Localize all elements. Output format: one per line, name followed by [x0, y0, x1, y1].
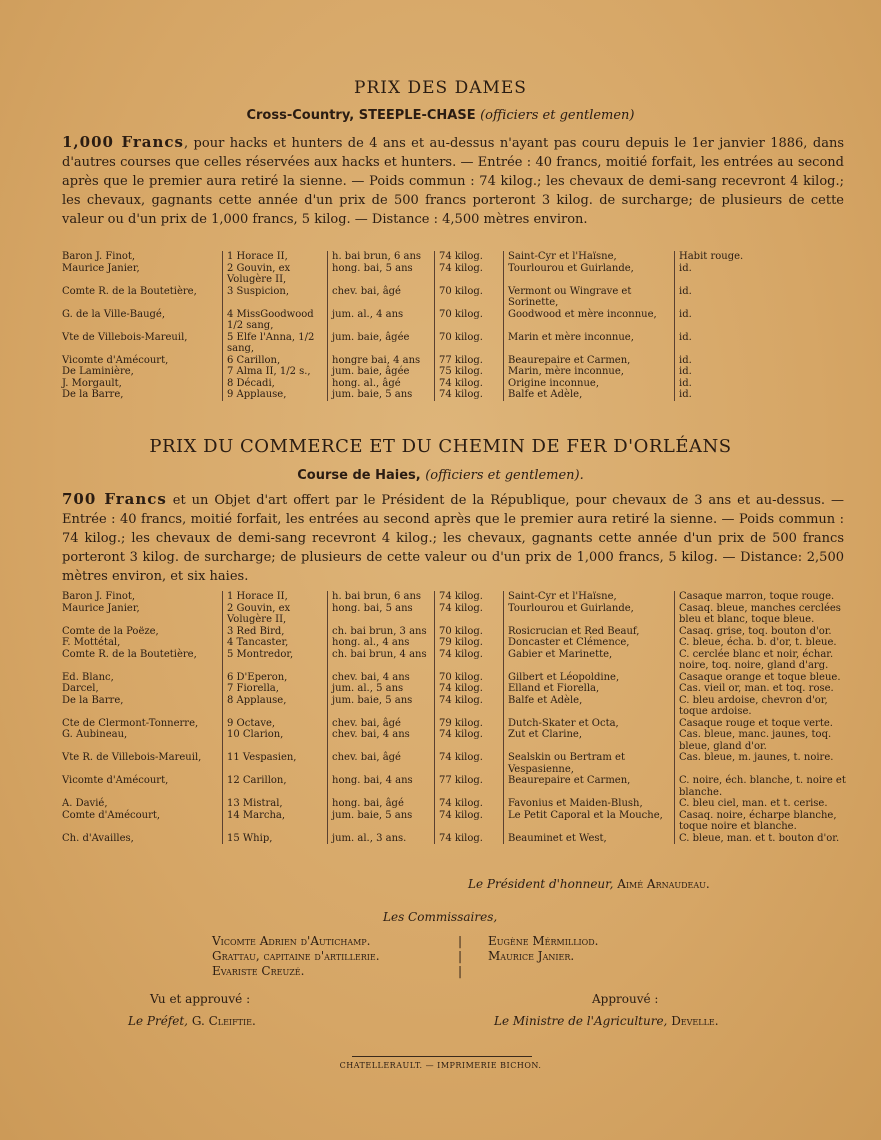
entry-weight: 74 kilog.: [435, 251, 504, 263]
entry-owner: De la Barre,: [62, 389, 124, 400]
race1-title: PRIX DES DAMES: [354, 78, 527, 98]
entry-horse: 4 Tancaster,: [223, 637, 328, 649]
president-name: Aimé Arnaudeau.: [617, 877, 710, 891]
entry-weight: 74 kilog.: [435, 263, 504, 286]
entry-colors: id.: [675, 389, 850, 401]
entry-owner: De la Barre,: [62, 694, 124, 706]
printer-rule: [352, 1056, 532, 1057]
table-row: [62, 810, 849, 833]
entry-owner: G. Aubineau,: [62, 729, 128, 740]
entry-weight: 74 kilog.: [435, 798, 504, 810]
entry-colors: C. bleu ardoise, chevron d'or, toque ardoise.: [675, 695, 850, 718]
table-row: [62, 683, 849, 695]
prefet-approval-label: Vu et approuvé :: [150, 992, 251, 1006]
table-row: [62, 309, 849, 332]
race1-conditions: [62, 133, 844, 229]
entry-desc: chev. bai, âgé: [328, 286, 435, 309]
entry-pedigree: Tourlourou et Guirlande,: [504, 603, 675, 626]
table-row: [62, 775, 849, 798]
entry-pedigree: Marin et mère inconnue,: [504, 332, 675, 355]
entry-horse: 14 Marcha,: [223, 810, 328, 833]
entry-colors: Habit rouge.: [675, 251, 850, 263]
entry-owner: Baron J. Finot,: [62, 251, 136, 262]
entry-weight: 74 kilog.: [435, 649, 504, 672]
entry-horse: 7 Fiorella,: [223, 683, 328, 695]
race2-prize: 700 Francs: [62, 490, 167, 508]
entry-weight: 74 kilog.: [435, 591, 504, 603]
commissaire-2: Grattau, capitaine d'artillerie.: [212, 949, 380, 963]
prefet-title: Le Préfet,: [128, 1014, 188, 1028]
entry-desc: jum. al., 4 ans: [328, 309, 435, 332]
entry-horse: 10 Clarion,: [223, 729, 328, 752]
race1-entries-table: [62, 251, 849, 401]
commissaires-label-text: Les Commissaires,: [383, 910, 498, 924]
entry-horse: 8 Applause,: [223, 695, 328, 718]
entry-horse: 4 MissGoodwood 1/2 sang,: [223, 309, 328, 332]
table-row: [62, 355, 849, 367]
race2-subtitle: [0, 468, 881, 483]
ministre-signature: [494, 1014, 719, 1028]
entry-horse: 5 Elfe l'Anna, 1/2 sang,: [223, 332, 328, 355]
entry-colors: C. noire, éch. blanche, t. noire et blanche.: [675, 775, 850, 798]
entry-weight: 74 kilog.: [435, 378, 504, 390]
table-row: [62, 798, 849, 810]
entry-pedigree: Beauminet et West,: [504, 833, 675, 845]
commissaires-left: [212, 934, 380, 979]
race1-subtitle-italic: (officiers et gentlemen): [480, 108, 635, 123]
entry-horse: 15 Whip,: [223, 833, 328, 845]
table-row: [62, 695, 849, 718]
entry-owner: Cte de Clermont-Tonnerre,: [62, 717, 199, 729]
entry-desc: chev. bai, âgé: [328, 718, 435, 730]
entry-horse: 8 Décadi,: [223, 378, 328, 390]
entry-pedigree: Beaurepaire et Carmen,: [504, 775, 675, 798]
entry-pedigree: Vermont ou Wingrave et Sorinette,: [504, 286, 675, 309]
entry-pedigree: Saint-Cyr et l'Haïsne,: [504, 251, 675, 263]
entry-colors: id.: [675, 366, 850, 378]
table-row: [62, 263, 849, 286]
entry-colors: id.: [675, 286, 850, 309]
entry-colors: Casaque orange et toque bleue.: [675, 672, 850, 684]
table-row: [62, 649, 849, 672]
entry-weight: 70 kilog.: [435, 626, 504, 638]
entry-weight: 74 kilog.: [435, 603, 504, 626]
president-label: Le Président d'honneur,: [468, 877, 614, 891]
entry-colors: C. bleue, man. et t. bouton d'or.: [675, 833, 850, 845]
entry-pedigree: Doncaster et Clémence,: [504, 637, 675, 649]
race1-subtitle: [0, 108, 881, 123]
ministre-approval-label: Approuvé :: [592, 992, 659, 1006]
race1-conditions-text: , pour hacks et hunters de 4 ans et au-dessus n'ayant pas couru depuis le 1er janvier 1886, dans d'autres courses que celles réservées aux hacks et hunters. — Entrée : 40 francs, moitié forfait, les entrées au second après que le premier aura retiré la sienne. — Poids commun : 74 kilog.; les chevaux de demi-sang recevront 4 kilog.; les chevaux, gagnants cette année d'un prix de 500 francs porteront 3 kilog. de surcharge; de plusieurs de cette valeur ou d'un prix de 1,000 francs, 5 kilog. — Distance : 4,500 mètres environ.: [62, 136, 844, 227]
entry-colors: id.: [675, 263, 850, 286]
entry-weight: 74 kilog.: [435, 810, 504, 833]
entry-pedigree: Elland et Fiorella,: [504, 683, 675, 695]
entry-owner: Vicomte d'Amécourt,: [62, 775, 169, 786]
entry-owner: Vte de Villebois-Mareuil,: [62, 331, 188, 343]
entry-horse: 1 Horace II,: [223, 591, 328, 603]
entry-pedigree: Gabier et Marinette,: [504, 649, 675, 672]
table-row: [62, 591, 849, 603]
entry-desc: ch. bai brun, 4 ans: [328, 649, 435, 672]
entry-horse: 9 Octave,: [223, 718, 328, 730]
entry-weight: 74 kilog.: [435, 389, 504, 401]
entry-weight: 74 kilog.: [435, 833, 504, 845]
race1-prize: 1,000 Francs: [62, 133, 184, 151]
entry-owner: Comte d'Amécourt,: [62, 809, 161, 821]
entry-owner: G. de la Ville-Baugé,: [62, 308, 166, 320]
entry-desc: hong. al., âgé: [328, 378, 435, 390]
entry-pedigree: Sealskin ou Bertram et Vespasienne,: [504, 752, 675, 775]
entry-owner: Ed. Blanc,: [62, 671, 114, 683]
entry-weight: 70 kilog.: [435, 286, 504, 309]
table-row: [62, 251, 849, 263]
table-row: [62, 752, 849, 775]
entry-colors: id.: [675, 309, 850, 332]
entry-pedigree: Dutch-Skater et Octa,: [504, 718, 675, 730]
table-row: [62, 833, 849, 845]
entry-colors: Cas. bleue, m. jaunes, t. noire.: [675, 752, 850, 775]
race2-subtitle-main: Course de Haies,: [297, 468, 421, 483]
entry-horse: 1 Horace II,: [223, 251, 328, 263]
entry-pedigree: Rosicrucian et Red Beauf,: [504, 626, 675, 638]
race2-entries-table: [62, 591, 849, 844]
commissaires-divider: | | |: [458, 934, 463, 978]
commissaire-1: Vicomte Adrien d'Autichamp.: [212, 934, 371, 948]
entry-owner: Vicomte d'Amécourt,: [62, 354, 169, 366]
entry-desc: ch. bai brun, 3 ans: [328, 626, 435, 638]
entry-desc: jum. al., 3 ans.: [328, 833, 435, 845]
entry-owner: J. Morgault,: [62, 377, 122, 389]
ministre-name: Develle.: [671, 1014, 719, 1028]
entry-horse: 12 Carillon,: [223, 775, 328, 798]
entry-horse: 2 Gouvin, ex Volugère II,: [223, 263, 328, 286]
entry-owner: Maurice Janier,: [62, 602, 140, 614]
entry-desc: h. bai brun, 6 ans: [328, 591, 435, 603]
table-row: [62, 378, 849, 390]
entry-weight: 74 kilog.: [435, 695, 504, 718]
entry-owner: F. Mottétal,: [62, 637, 121, 648]
entry-pedigree: Le Petit Caporal et la Mouche,: [504, 810, 675, 833]
entry-horse: 2 Gouvin, ex Volugère II,: [223, 603, 328, 626]
entry-weight: 74 kilog.: [435, 683, 504, 695]
entry-pedigree: Balfe et Adèle,: [504, 695, 675, 718]
race2-title: PRIX DU COMMERCE ET DU CHEMIN DE FER D'ORLÉANS: [149, 436, 732, 457]
president-signature: [468, 877, 710, 891]
entry-owner: A. Davié,: [62, 798, 108, 809]
entry-weight: 79 kilog.: [435, 637, 504, 649]
entry-horse: 5 Montredor,: [223, 649, 328, 672]
entry-colors: Casaq. bleue, manches cerclées bleu et blanc, toque bleue.: [675, 603, 850, 626]
race1-subtitle-main: Cross-Country, STEEPLE-CHASE: [246, 108, 476, 123]
prefet-signature: [128, 1014, 256, 1028]
entry-owner: Baron J. Finot,: [62, 591, 136, 602]
entry-desc: jum. al., 5 ans: [328, 683, 435, 695]
entry-desc: jum. baie, 5 ans: [328, 810, 435, 833]
entry-colors: C. cerclée blanc et noir, échar. noire, toq. noire, gland d'arg.: [675, 649, 850, 672]
entry-colors: C. bleue, écha. b. d'or, t. bleue.: [675, 637, 850, 649]
entry-horse: 13 Mistral,: [223, 798, 328, 810]
commissaire-3: Evariste Creuzé.: [212, 964, 305, 978]
entry-horse: 6 D'Eperon,: [223, 672, 328, 684]
entry-pedigree: Goodwood et mère inconnue,: [504, 309, 675, 332]
entry-weight: 70 kilog.: [435, 309, 504, 332]
race2-conditions-text: et un Objet d'art offert par le Président de la République, pour chevaux de 3 ans et au-dessus. — Entrée : 40 francs, moitié forfait, les entrées au second après que le premier aura retiré la sienne. — Poids commun : 74 kilog.; les chevaux de demi-sang recevront 4 kilog.; les chevaux, gagnants cette année d'un prix de 500 francs porteront 3 kilog. de surcharge; de plusieurs de cette valeur ou d'un prix de 1,000 francs, 5 kilog. — Distance: 2,500 mètres environ, et six haies.: [62, 493, 844, 584]
entry-weight: 77 kilog.: [435, 775, 504, 798]
entry-pedigree: Gilbert et Léopoldine,: [504, 672, 675, 684]
commissaire-4: Eugène Mérmilliod.: [488, 934, 599, 948]
entry-colors: Cas. vieil or, man. et toq. rose.: [675, 683, 850, 695]
table-row: [62, 603, 849, 626]
entry-desc: h. bai brun, 6 ans: [328, 251, 435, 263]
entry-pedigree: Saint-Cyr et l'Haïsne,: [504, 591, 675, 603]
entry-desc: jum. baie, âgée: [328, 332, 435, 355]
entry-horse: 9 Applause,: [223, 389, 328, 401]
entry-weight: 74 kilog.: [435, 752, 504, 775]
entry-desc: jum. baie, 5 ans: [328, 389, 435, 401]
table-row: [62, 389, 849, 401]
entry-horse: 3 Suspicion,: [223, 286, 328, 309]
entry-colors: id.: [675, 332, 850, 355]
table-row: [62, 718, 849, 730]
entry-owner: Ch. d'Availles,: [62, 832, 134, 844]
entry-colors: Casaque rouge et toque verte.: [675, 718, 850, 730]
entry-owner: De Laminière,: [62, 366, 134, 377]
entry-desc: chev. bai, âgé: [328, 752, 435, 775]
entry-horse: 7 Alma II, 1/2 s.,: [223, 366, 328, 378]
entry-desc: chev. bai, 4 ans: [328, 672, 435, 684]
entry-owner: Comte R. de la Boutetière,: [62, 285, 197, 297]
entry-desc: jum. baie, âgée: [328, 366, 435, 378]
table-row: [62, 332, 849, 355]
race2-conditions: [62, 490, 844, 586]
entry-pedigree: Favonius et Maiden-Blush,: [504, 798, 675, 810]
entry-pedigree: Beaurepaire et Carmen,: [504, 355, 675, 367]
entry-horse: 11 Vespasien,: [223, 752, 328, 775]
entry-pedigree: Balfe et Adèle,: [504, 389, 675, 401]
entry-desc: hong. al., 4 ans: [328, 637, 435, 649]
entry-colors: id.: [675, 378, 850, 390]
entry-colors: id.: [675, 355, 850, 367]
entry-colors: Casaque marron, toque rouge.: [675, 591, 850, 603]
entry-owner: Comte de la Poëze,: [62, 625, 159, 637]
prefet-name: G. Cleiftie.: [191, 1014, 256, 1028]
entry-weight: 74 kilog.: [435, 729, 504, 752]
entry-weight: 79 kilog.: [435, 718, 504, 730]
entry-owner: Comte R. de la Boutetière,: [62, 648, 197, 660]
entry-desc: chev. bai, 4 ans: [328, 729, 435, 752]
table-row: [62, 286, 849, 309]
entry-weight: 70 kilog.: [435, 672, 504, 684]
entry-colors: C. bleu ciel, man. et t. cerise.: [675, 798, 850, 810]
entry-owner: Maurice Janier,: [62, 262, 140, 274]
entry-pedigree: Marin, mère inconnue,: [504, 366, 675, 378]
race2-subtitle-italic: (officiers et gentlemen).: [425, 468, 584, 483]
entry-pedigree: Tourlourou et Guirlande,: [504, 263, 675, 286]
table-row: [62, 626, 849, 638]
entry-owner: Vte R. de Villebois-Mareuil,: [62, 752, 202, 763]
table-row: [62, 729, 849, 752]
entry-colors: Casaq. grise, toq. bouton d'or.: [675, 626, 850, 638]
table-row: [62, 672, 849, 684]
entry-desc: hongre bai, 4 ans: [328, 355, 435, 367]
commissaires-right: [488, 934, 598, 964]
entry-weight: 70 kilog.: [435, 332, 504, 355]
entry-horse: 3 Red Bird,: [223, 626, 328, 638]
commissaire-5: Maurice Janier.: [488, 949, 575, 963]
entry-desc: hong. bai, 5 ans: [328, 603, 435, 626]
entry-weight: 77 kilog.: [435, 355, 504, 367]
commissaires-label: [383, 910, 497, 924]
entry-desc: hong. bai, âgé: [328, 798, 435, 810]
ministre-title: Le Ministre de l'Agriculture,: [494, 1014, 668, 1028]
table-row: [62, 366, 849, 378]
entry-owner: Darcel,: [62, 683, 99, 694]
printer-imprint: CHATELLERAULT. — IMPRIMERIE BICHON.: [339, 1061, 542, 1070]
entry-weight: 75 kilog.: [435, 366, 504, 378]
entry-horse: 6 Carillon,: [223, 355, 328, 367]
entry-desc: hong. bai, 4 ans: [328, 775, 435, 798]
entry-desc: hong. bai, 5 ans: [328, 263, 435, 286]
table-row: [62, 637, 849, 649]
entry-colors: Cas. bleue, manc. jaunes, toq. bleue, gland d'or.: [675, 729, 850, 752]
entry-colors: Casaq. noire, écharpe blanche, toque noire et blanche.: [675, 810, 850, 833]
entry-pedigree: Origine inconnue,: [504, 378, 675, 390]
entry-pedigree: Zut et Clarine,: [504, 729, 675, 752]
entry-desc: jum. baie, 5 ans: [328, 695, 435, 718]
